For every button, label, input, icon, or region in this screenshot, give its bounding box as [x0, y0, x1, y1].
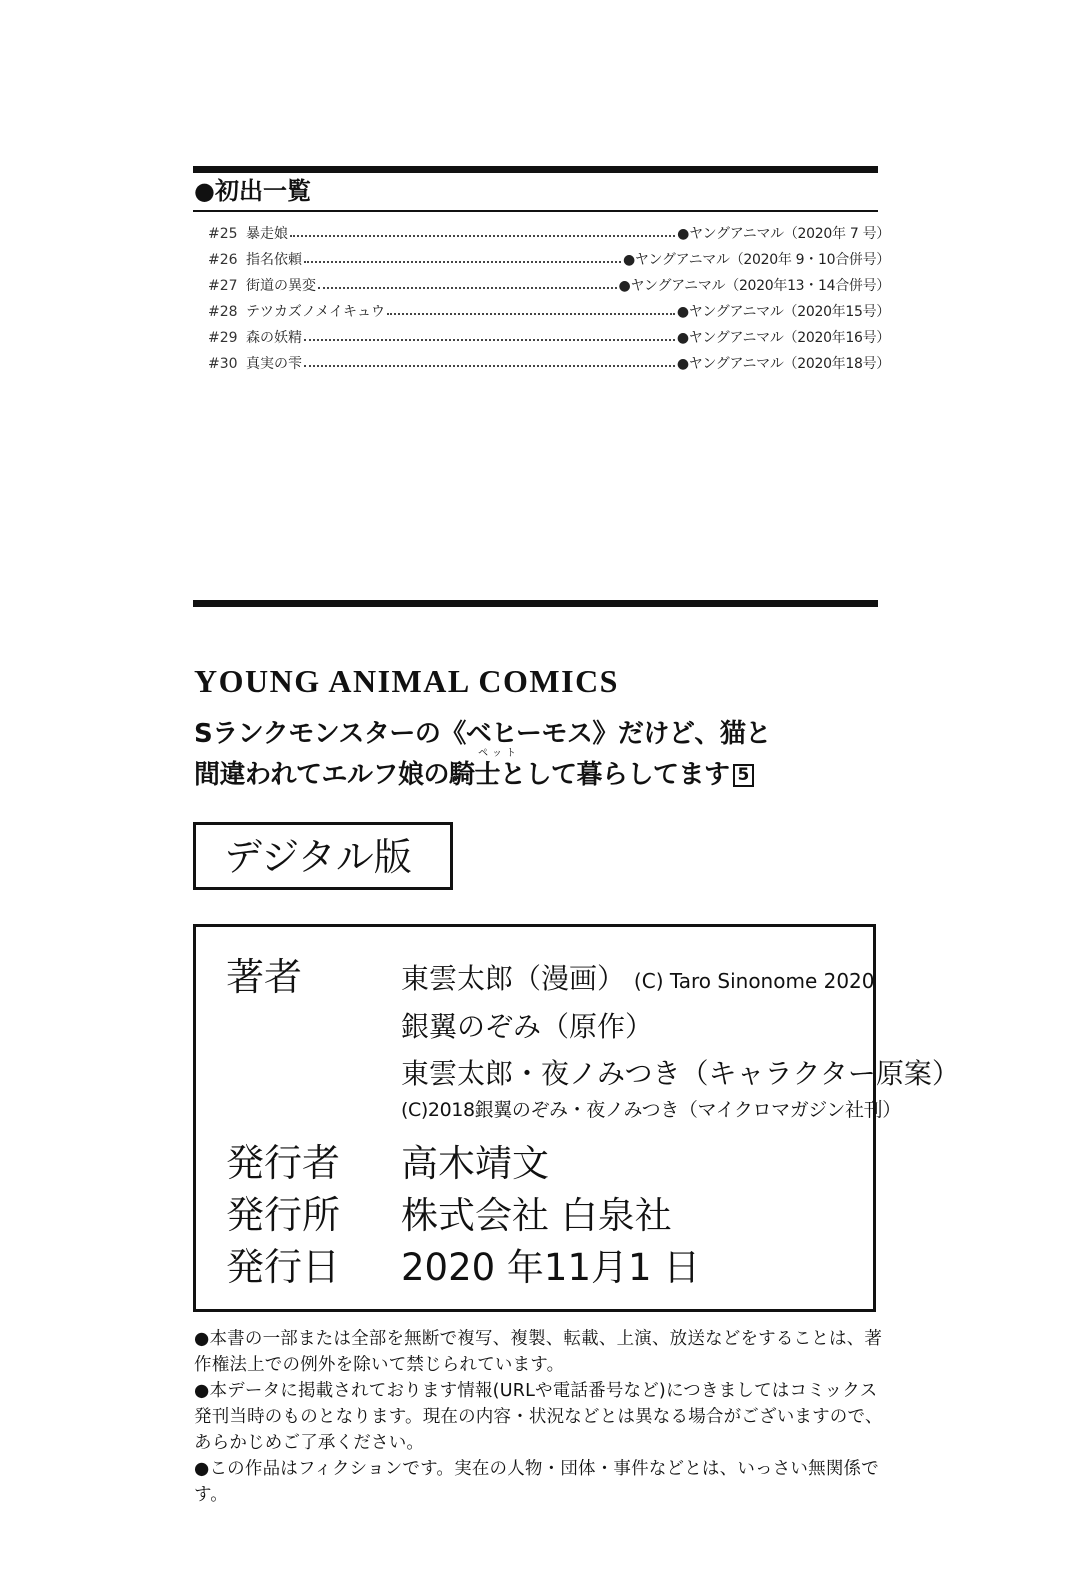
- toc-heading-rule: [193, 210, 878, 212]
- chapter-publication: ●ヤングアニマル（2020年15号）: [676, 304, 890, 320]
- author-character-design: 東雲太郎・夜ノみつき（キャラクター原案）: [401, 1057, 960, 1090]
- publish-date: 2020 年11月1 日: [401, 1246, 701, 1289]
- leader-dots: [304, 339, 675, 341]
- toc-heading: ●初出一覧: [194, 177, 311, 205]
- credits-box: [193, 924, 960, 1312]
- volume-number: 5: [733, 764, 754, 787]
- note-data-validity: ●本データに掲載されております情報(URLや電話番号など)につきましてはコミックス発刊当時のものとなります。現在の内容・状況などとは異なる場合がございますので、あらかじめご了承ください。: [194, 1381, 883, 1453]
- chapter-number: #29: [208, 330, 238, 346]
- legal-notes: [194, 1326, 884, 1508]
- toc-row: [208, 247, 890, 273]
- chapter-publication: ●ヤングアニマル（2020年16号）: [676, 330, 890, 346]
- leader-dots: [304, 261, 621, 263]
- leader-dots: [387, 313, 675, 315]
- leader-dots: [290, 235, 675, 237]
- publish-date-label: 発行日: [226, 1245, 341, 1289]
- leader-dots: [304, 365, 675, 367]
- chapter-title: 森の妖精: [246, 330, 302, 346]
- publisher-person: 高木靖文: [401, 1142, 549, 1185]
- note-fiction: ●この作品はフィクションです。実在の人物・団体・事件などとは、いっさい無関係です。: [194, 1459, 879, 1505]
- chapter-publication: ●ヤングアニマル（2020年13・14合併号）: [618, 278, 890, 294]
- toc-row: [208, 221, 890, 247]
- chapter-number: #26: [208, 252, 238, 268]
- publisher-person-label: 発行者: [226, 1141, 341, 1185]
- author-manga-name: 東雲太郎（漫画）: [401, 962, 626, 995]
- chapter-publication: ●ヤングアニマル（2020年18号）: [676, 356, 890, 372]
- toc-row: [208, 325, 890, 351]
- toc-list: [208, 221, 890, 377]
- publisher-name: 株式会社 白泉社: [401, 1194, 672, 1237]
- toc-row: [208, 351, 890, 377]
- chapter-number: #28: [208, 304, 238, 320]
- author-manga-copyright: (C) Taro Sinonome 2020: [633, 969, 875, 993]
- leader-dots: [318, 287, 617, 289]
- chapter-number: #27: [208, 278, 238, 294]
- toc-row: [208, 273, 890, 299]
- chapter-number: #25: [208, 226, 238, 242]
- chapter-number: #30: [208, 356, 238, 372]
- author-original: 銀翼のぞみ（原作）: [401, 1010, 654, 1043]
- colophon-top-rule: [193, 600, 878, 607]
- edition-label: デジタル版: [224, 835, 412, 879]
- series-name: YOUNG ANIMAL COMICS: [194, 663, 619, 699]
- chapter-title: 暴走娘: [246, 226, 288, 242]
- book-title-line-2: [194, 758, 754, 792]
- toc-row: [208, 299, 890, 325]
- chapter-title: 指名依頼: [246, 252, 302, 268]
- title-ruby: ペット: [478, 748, 520, 759]
- book-title-line-2-text: 間違われてエルフ娘の騎士として暮らしてます: [194, 760, 730, 790]
- author-manga: [401, 959, 875, 1001]
- edition-box: [193, 822, 453, 890]
- toc-top-rule: [193, 166, 878, 173]
- book-title-line-1: Sランクモンスターの《ベヒーモス》だけど、猫と: [194, 719, 771, 749]
- author-label: 著者: [226, 955, 303, 999]
- chapter-publication: ●ヤングアニマル（2020年 7 号）: [677, 226, 890, 242]
- chapter-title: テツカズノメイキュウ: [246, 304, 386, 320]
- chapter-title: 真実の雫: [246, 356, 302, 372]
- author-character-copyright: (C)2018銀翼のぞみ・夜ノみつき（マイクロマガジン社刊）: [401, 1099, 901, 1121]
- chapter-title: 街道の異変: [246, 278, 316, 294]
- publisher-label: 発行所: [226, 1193, 341, 1237]
- note-copyright: ●本書の一部または全部を無断で複写、複製、転載、上演、放送などをすることは、著作権法上での例外を除いて禁じられています。: [194, 1329, 883, 1375]
- chapter-publication: ●ヤングアニマル（2020年 9・10合併号）: [623, 252, 890, 268]
